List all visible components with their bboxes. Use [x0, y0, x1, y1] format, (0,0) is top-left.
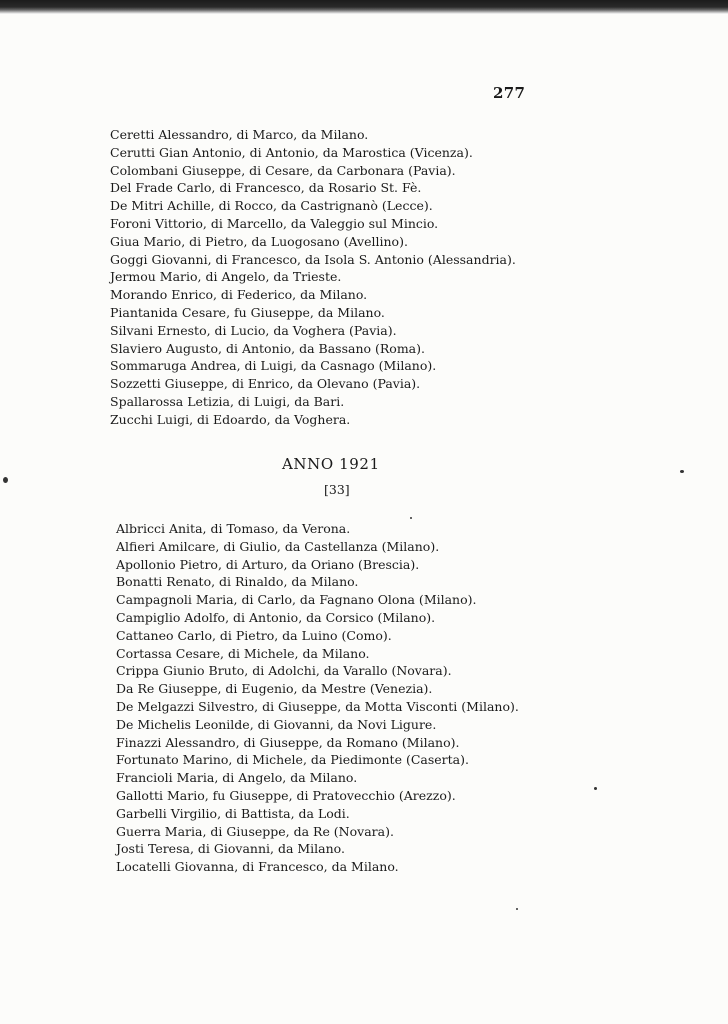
- scan-speck: [3, 477, 8, 483]
- list-entry: Slaviero Augusto, di Antonio, da Bassano (Roma).: [110, 340, 425, 356]
- list-entry: Cattaneo Carlo, di Pietro, da Luino (Como).: [116, 627, 392, 643]
- list-entry: Locatelli Giovanna, di Francesco, da Milano.: [116, 859, 399, 875]
- list-entry: Fortunato Marino, di Michele, da Piedimonte (Caserta).: [116, 752, 469, 768]
- list-entry: Sozzetti Giuseppe, di Enrico, da Olevano (Pavia).: [110, 376, 421, 392]
- list-entry: Garbelli Virgilio, di Battista, da Lodi.: [116, 805, 350, 821]
- list-entry: Sommaruga Andrea, di Luigi, da Casnago (Milano).: [110, 358, 437, 374]
- list-entry: Alfieri Amilcare, di Giulio, da Castellanza (Milano).: [116, 538, 440, 554]
- list-entry: Guerra Maria, di Giuseppe, da Re (Novara).: [116, 823, 394, 839]
- list-entry: Crippa Giunio Bruto, di Adolchi, da Varallo (Novara).: [116, 663, 452, 679]
- list-entry: Morando Enrico, di Federico, da Milano.: [110, 287, 368, 303]
- list-entry: Goggi Giovanni, di Francesco, da Isola S. Antonio (Alessandria).: [110, 251, 516, 267]
- scan-top-edge: [0, 0, 728, 14]
- list-entry: Spallarossa Letizia, di Luigi, da Bari.: [110, 393, 345, 409]
- list-entry: Da Re Giuseppe, di Eugenio, da Mestre (Venezia).: [116, 681, 433, 697]
- list-entry: Francioli Maria, di Angelo, da Milano.: [116, 770, 358, 786]
- scan-speck: [410, 517, 412, 519]
- list-entry: Silvani Ernesto, di Lucio, da Voghera (Pavia).: [110, 322, 397, 338]
- list-entry: Jermou Mario, di Angelo, da Trieste.: [110, 269, 342, 285]
- page-number: 277: [493, 84, 526, 102]
- list-entry: Campiglio Adolfo, di Antonio, da Corsico (Milano).: [116, 609, 436, 625]
- list-entry: Colombani Giuseppe, di Cesare, da Carbonara (Pavia).: [110, 162, 456, 178]
- list-entry: Del Frade Carlo, di Francesco, da Rosario St. Fè.: [110, 180, 422, 196]
- scan-speck: [516, 908, 518, 910]
- scan-speck: [680, 470, 684, 473]
- list-entry: Giua Mario, di Pietro, da Luogosano (Avellino).: [110, 233, 408, 249]
- list-entry: Foroni Vittorio, di Marcello, da Valeggio sul Mincio.: [110, 215, 439, 231]
- list-entry: Apollonio Pietro, di Arturo, da Oriano (Brescia).: [116, 556, 420, 572]
- list-entry: Ceretti Alessandro, di Marco, da Milano.: [110, 127, 369, 142]
- list-entry: Josti Teresa, di Giovanni, da Milano.: [116, 841, 345, 857]
- list-entry: Zucchi Luigi, di Edoardo, da Voghera.: [110, 411, 351, 427]
- list-entry: De Melgazzi Silvestro, di Giuseppe, da Motta Visconti (Milano).: [116, 698, 519, 714]
- list-entry: Campagnoli Maria, di Carlo, da Fagnano Olona (Milano).: [116, 592, 477, 608]
- list-entry: Piantanida Cesare, fu Giuseppe, da Milano.: [110, 304, 385, 320]
- section-number: [33]: [324, 482, 350, 497]
- list-entry: Gallotti Mario, fu Giuseppe, di Pratovecchio (Arezzo).: [116, 787, 456, 803]
- section-title: ANNO 1921: [282, 455, 380, 473]
- list-entry: Finazzi Alessandro, di Giuseppe, da Romano (Milano).: [116, 734, 460, 750]
- list-entry: De Mitri Achille, di Rocco, da Castrignanò (Lecce).: [110, 198, 433, 214]
- list-entry: De Michelis Leonilde, di Giovanni, da Novi Ligure.: [116, 716, 437, 732]
- name-list-2: [116, 520, 519, 876]
- list-entry: Albricci Anita, di Tomaso, da Verona.: [116, 521, 351, 536]
- name-list-1: [110, 126, 516, 429]
- list-entry: Cortassa Cesare, di Michele, da Milano.: [116, 645, 370, 661]
- list-entry: Cerutti Gian Antonio, di Antonio, da Marostica (Vicenza).: [110, 144, 473, 160]
- list-entry: Bonatti Renato, di Rinaldo, da Milano.: [116, 574, 359, 590]
- scan-speck: [594, 787, 597, 790]
